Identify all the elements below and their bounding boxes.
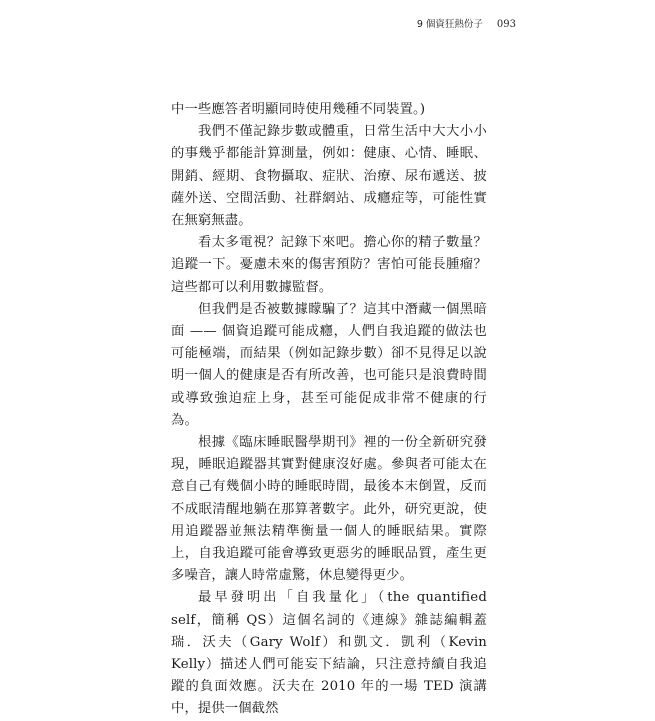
paragraph-quantified-self: 最早發明出「自我量化」（the quantified self，簡稱 QS）這個名詞的《連線》雜誌編輯蓋瑞．沃夫（Gary Wolf）和凱文．凱利（Kevin Kelly）描述人們可能妄下結論，只注意持續自我追蹤的負面效應。沃夫在 2010 年的一場 TED 演講中，提供一個截然 xyxy=(171,590,487,717)
paragraph-tracking-everything: 我們不僅記錄步數或體重，日常生活中大大小小的事幾乎都能計算測量，例如：健康、心情、睡眠、開銷、經期、食物攝取、症狀、治療、尿布遞送、披薩外送、空間活動、社群網站、成癮症等，可能性實在無窮無盡。 xyxy=(171,124,487,229)
body-text xyxy=(171,99,487,721)
paragraph-track-it: 看太多電視？記錄下來吧。擔心你的精子數量？追蹤一下。憂慮未來的傷害預防？害怕可能長腫瘤？這些都可以利用數據監督。 xyxy=(171,235,487,295)
paragraph-sleep-study: 根據《臨床睡眠醫學期刊》裡的一份全新研究發現，睡眠追蹤器其實對健康沒好處。參與者可能太在意自己有幾個小時的睡眠時間，最後本末倒置，反而不成眠清醒地躺在那算著數字。此外，研究更說，使用追蹤器並無法精準衡量一個人的睡眠結果。實際上，自我追蹤可能會導致更惡劣的睡眠品質，產生更多噪音，讓人時常虛驚，休息變得更少。 xyxy=(171,435,487,584)
paragraph-continuation: 中一些應答者明顯同時使用幾種不同裝置。) xyxy=(171,102,426,117)
chapter-title: 9 個資狂熱份子 xyxy=(416,19,483,30)
page-number: 093 xyxy=(496,19,516,30)
running-head xyxy=(417,16,516,30)
paragraph-dark-side: 但我們是否被數據矇騙了？這其中潛藏一個黑暗面 —— 個資追蹤可能成癮，人們自我追蹤的做法也可能極端，而結果（例如記錄步數）卻不見得足以說明一個人的健康是否有所改善，也可能只是浪費時間或導致強迫症上身，甚至可能促成非常不健康的行為。 xyxy=(171,301,487,428)
